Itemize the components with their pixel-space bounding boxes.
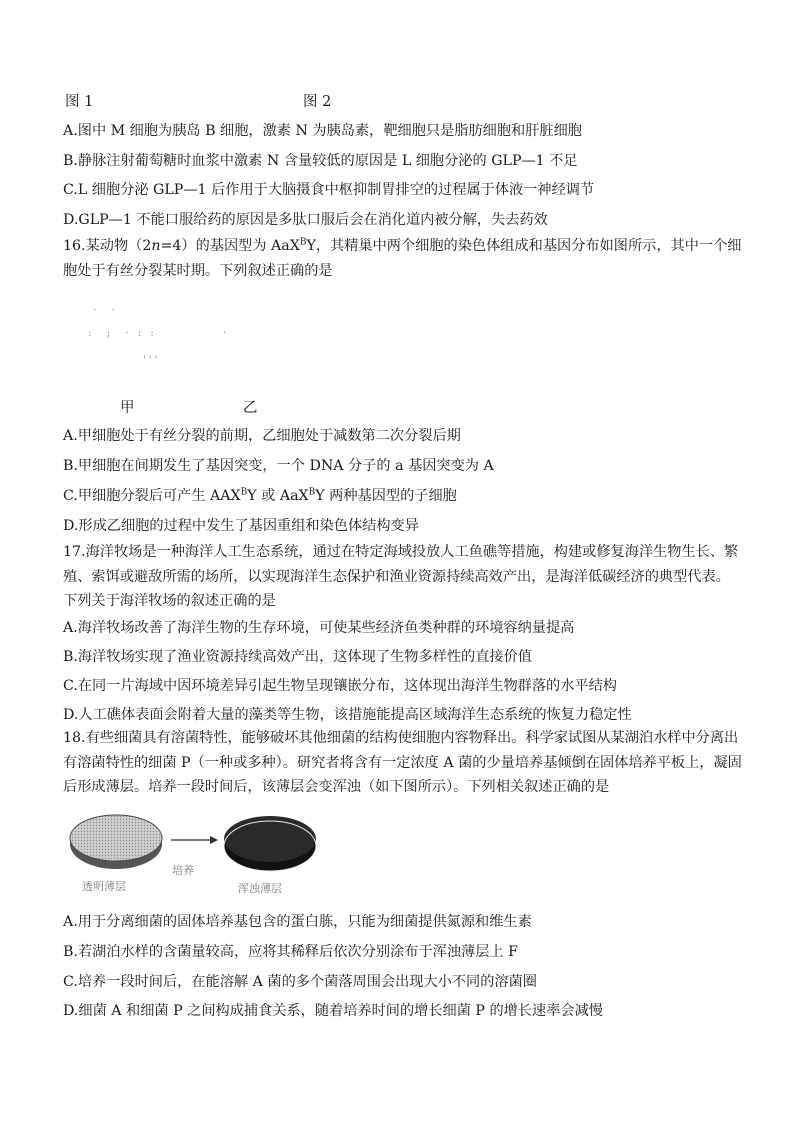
- q17-stem: 17.海洋牧场是一种海洋人工生态系统，通过在特定海域投放人工鱼礁等措施，构建或修复海洋生物生长、繁殖、索饵或避敌所需的场所，以实现海洋生态保护和渔业资源持续高效产出，是海洋低碳经济的典型代表。下列关于海洋牧场的叙述正确的是: [63, 544, 739, 609]
- q18-stem: 18.有些细菌具有溶菌特性，能够破坏其他细菌的结构使细胞内容物释出。科学家试图从某湖泊水样中分离出有溶菌特性的细菌 P（一种或多种）。研究者将含有一定浓度 A 菌的少量培养基倾倒在固体培养平板上，凝固后形成薄层。培养一段时间后，该薄层会变浑浊（如下图所示）。下列相关叙述正确的是: [63, 730, 742, 795]
- faded-figure-mark: ·: [223, 328, 230, 339]
- plate-left-label: 透明薄层: [82, 880, 126, 893]
- figure-2-label: 图 2: [303, 94, 332, 110]
- plate-right-label: 浑浊薄层: [238, 882, 282, 895]
- q18-option-b: B.若湖泊水样的含菌量较高，应将其稀释后依次分别涂布于浑浊薄层上 F: [63, 944, 518, 960]
- q18-option-d: D.细菌 A 和细菌 P 之间构成捕食关系，随着培养时间的增长细菌 P 的增长速率会减慢: [63, 1003, 603, 1019]
- q18-option-a: A.用于分离细菌的固体培养基包含的蛋白胨，只能为细菌提供氮源和维生素: [63, 914, 532, 930]
- q17-option-b: B.海洋牧场实现了渔业资源持续高效产出，这体现了生物多样性的直接价值: [63, 649, 532, 665]
- faded-figure-mark: · ·: [93, 305, 118, 316]
- q16-option-c: C.甲细胞分裂后可产生 $AAX^BY$ 或 AaX$^B$Y 两种基因型的子细胞: [63, 487, 457, 504]
- q15-option-b: B.静脉注射葡萄糖时血浆中激素 N 含量较低的原因是 L 细胞分泌的 GLP—1 不足: [63, 153, 578, 169]
- arrow-head: [210, 836, 218, 844]
- figure-1-label: 图 1: [65, 94, 94, 110]
- cell-jia-label: 甲: [120, 400, 135, 416]
- q16-option-b: B.甲细胞在间期发生了基因突变，一个 DNA 分子的 a 基因突变为 A: [63, 458, 494, 474]
- faded-figure-mark: : ; · : :: [88, 328, 157, 339]
- q15-option-d: D.GLP—1 不能口服给药的原因是多肽口服后会在消化道内被分解，失去药效: [63, 212, 548, 228]
- q15-option-a: A.图中 M 细胞为胰岛 B 细胞，激素 N 为胰岛素，靶细胞只是脂肪细胞和肝脏细胞: [63, 123, 582, 139]
- q16-option-d: D.形成乙细胞的过程中发生了基因重组和染色体结构变异: [63, 518, 419, 534]
- q15-option-c: C.L 细胞分泌 GLP—1 后作用于大脑摄食中枢抑制胃排空的过程属于体液一神经调节: [63, 182, 595, 198]
- faded-figure-mark: ''': [143, 355, 161, 366]
- q16-option-a: A.甲细胞处于有丝分裂的前期，乙细胞处于减数第二次分裂后期: [63, 428, 461, 444]
- plate-arrow-label: 培养: [172, 864, 194, 877]
- cell-yi-label: 乙: [243, 400, 258, 416]
- turbid-plate-top: [224, 816, 316, 862]
- q17-option-c: C.在同一片海域中因环境差异引起生物呈现镶嵌分布，这体现出海洋生物群落的水平结构: [63, 678, 617, 694]
- q17-option-a: A.海洋牧场改善了海洋生物的生存环境，可使某些经济鱼类种群的环境容纳量提高: [63, 620, 575, 636]
- q16-stem: 16.某动物（2n=4）的基因型为 AaX$^B$Y，其精巢中两个细胞的染色体组成和基因分布如图所示，其中一个细胞处于有丝分裂某时期。下列叙述正确的是: [63, 237, 742, 279]
- q17-option-d: D.人工礁体表面会附着大量的藻类等生物，该措施能提高区域海洋生态系统的恢复力稳定性: [63, 707, 632, 723]
- q18-option-c: C.培养一段时间后，在能溶解 A 菌的多个菌落周围会出现大小不同的溶菌圈: [63, 974, 537, 990]
- q16-figure: [63, 295, 363, 385]
- clear-plate-top: [70, 815, 162, 861]
